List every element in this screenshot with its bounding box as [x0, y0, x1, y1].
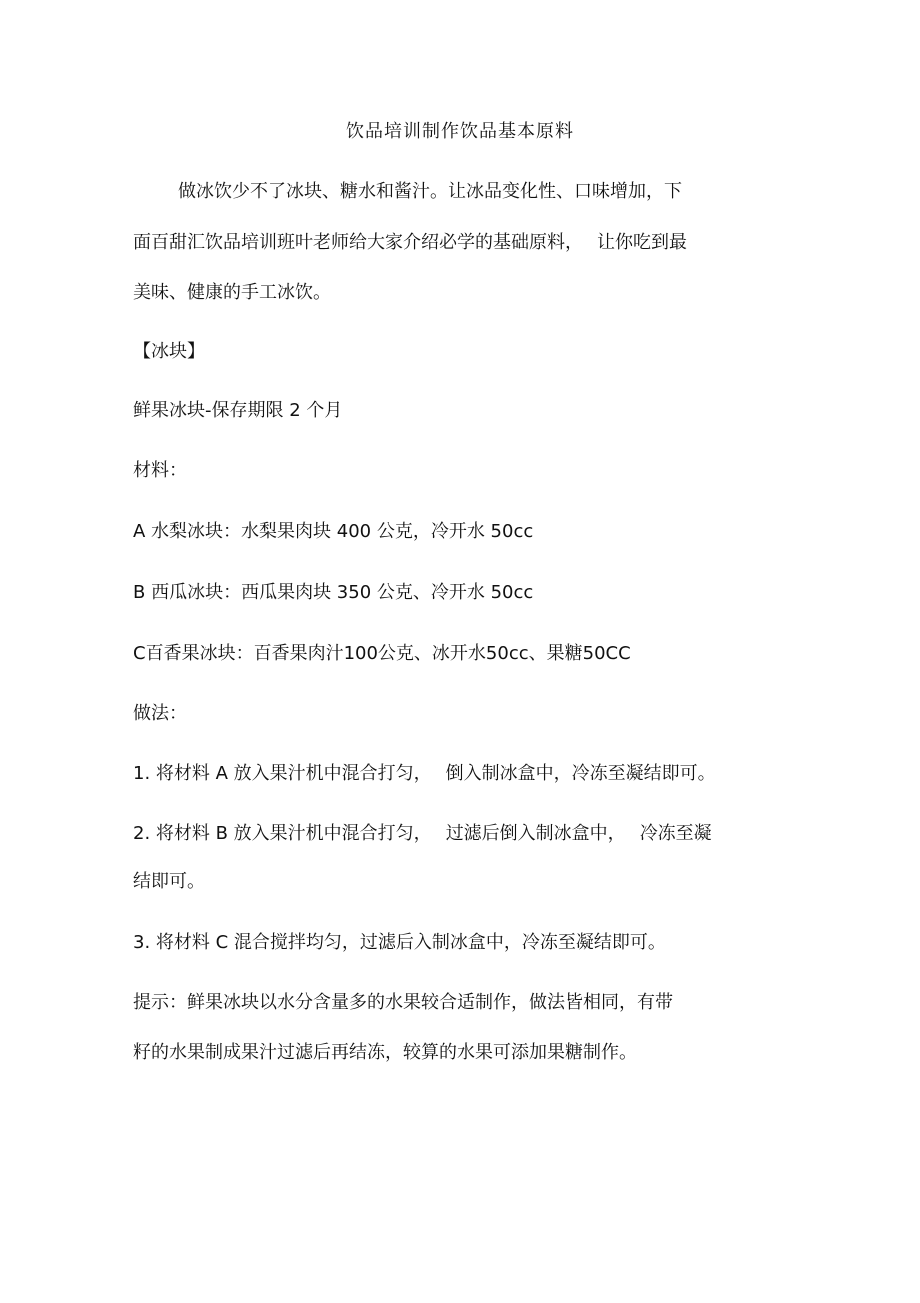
subtitle: 鲜果冰块-保存期限 2 个月 [133, 400, 343, 421]
step-1-part-a: 1. 将材料 A 放入果汁机中混合打匀， [133, 763, 432, 784]
intro-line-2-part-b: 让你吃到最 [597, 232, 687, 253]
intro-line-2-part-a: 面百甜汇饮品培训班叶老师给大家介绍必学的基础原料， [133, 232, 583, 253]
section-heading: 【冰块】 [133, 341, 205, 362]
step-2-part-a: 2. 将材料 B 放入果汁机中混合打匀， [133, 823, 432, 844]
step-1-part-b: 倒入制冰盒中，冷冻至凝结即可。 [445, 763, 716, 784]
step-2-continued: 结即可。 [133, 871, 205, 892]
page-title: 饮品培训制作饮品基本原料 [346, 121, 574, 142]
material-item-a: A 水梨冰块：水梨果肉块 400 公克，冷开水 50cc [133, 521, 534, 542]
tip-line-2: 籽的水果制成果汁过滤后再结冻，较算的水果可添加果糖制作。 [133, 1042, 637, 1063]
material-item-c: C百香果冰块：百香果肉汁100公克、冰开水50cc、果糖50CC [133, 643, 631, 664]
material-item-b: B 西瓜冰块：西瓜果肉块 350 公克、冷开水 50cc [133, 582, 534, 603]
tip-line-1: 提示：鲜果冰块以水分含量多的水果较合适制作，做法皆相同，有带 [133, 992, 673, 1013]
method-label: 做法： [133, 703, 187, 724]
step-2 [133, 820, 712, 848]
intro-line-3: 美味、健康的手工冰饮。 [133, 282, 331, 303]
step-2-part-b: 过滤后倒入制冰盒中， [445, 823, 626, 844]
step-3: 3. 将材料 C 混合搅拌均匀，过滤后入制冰盒中，冷冻至凝结即可。 [133, 932, 666, 953]
intro-line-2 [133, 229, 687, 257]
intro-line-1: 做冰饮少不了冰块、糖水和酱汁。让冰品变化性、口味增加，下 [178, 181, 682, 202]
step-2-part-c: 冷冻至凝 [639, 823, 712, 844]
step-1 [133, 760, 716, 788]
materials-label: 材料： [133, 460, 187, 481]
